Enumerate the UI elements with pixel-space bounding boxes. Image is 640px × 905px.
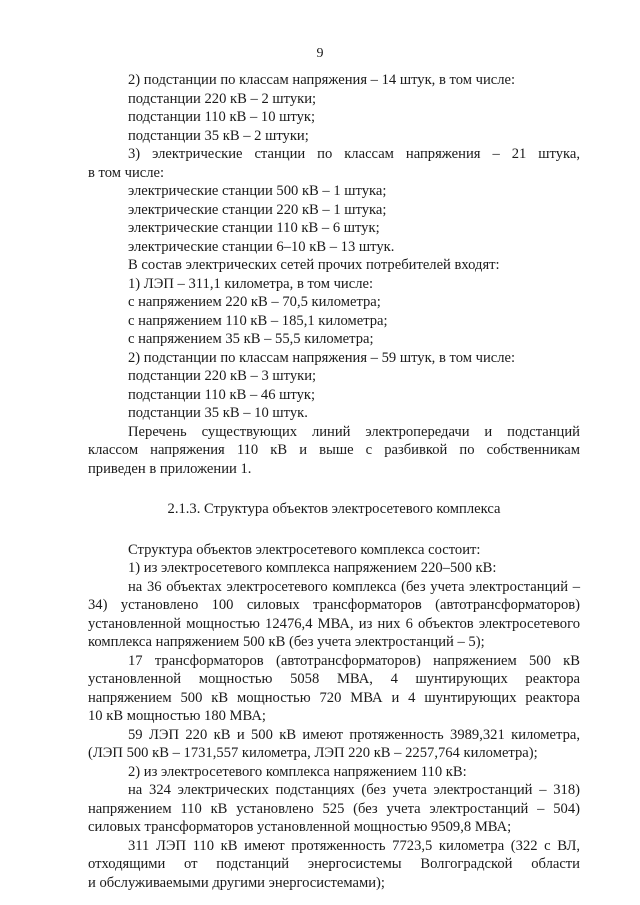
text-line: и обслуживаемыми другими энергосистемами); — [88, 874, 385, 891]
text-line: с напряжением 110 кВ – 185,1 километра; — [128, 312, 388, 329]
text-line: подстанции 110 кВ – 46 штук; — [128, 386, 316, 403]
text-line: В состав электрических сетей прочих потребителей входят: — [128, 257, 500, 273]
text-line: 1) из электросетевого комплекса напряжением 220–500 кВ: — [128, 560, 497, 576]
text-line: 311 ЛЭП 110 кВ имеют протяженность 7723,5 километра (322 с ВЛ, — [128, 837, 580, 854]
text-line: подстанции 110 кВ – 10 штук; — [128, 109, 316, 125]
text-line: 2) подстанции по классам напряжения – 59 штук, в том числе: — [128, 349, 516, 366]
text-line: 10 кВ мощностью 180 МВА; — [88, 708, 266, 724]
text-line: Структура объектов электросетевого комплекса состоит: — [128, 541, 481, 558]
text-line: установленной мощностью 12476,4 МВА, из них 6 объектов электросетевого — [88, 615, 580, 632]
text-line: 2) подстанции по классам напряжения – 14 штук, в том числе: — [128, 72, 516, 88]
text-line: классом напряжения 110 кВ и выше с разбивкой по собственникам — [88, 442, 580, 458]
text-line: установленной мощностью 5058 МВА, 4 шунтирующих реактора — [88, 671, 580, 687]
text-line: 34) установлено 100 силовых трансформаторов (автотрансформаторов) — [88, 597, 580, 613]
text-line: электрические станции 500 кВ – 1 штука; — [128, 183, 387, 199]
text-line: электрические станции 6–10 кВ – 13 штук. — [128, 238, 395, 255]
text-line: с напряжением 220 кВ – 70,5 километра; — [128, 294, 381, 310]
text-line: силовых трансформаторов установленной мощностью 9509,8 МВА; — [88, 819, 512, 835]
text-line: электрические станции 220 кВ – 1 штука; — [128, 201, 387, 218]
text-line: Перечень существующих линий электропередачи и подстанций — [128, 423, 580, 440]
text-line: на 324 электрических подстанциях (без учета электростанций – 318) — [128, 782, 580, 798]
text-line: в том числе: — [88, 164, 165, 181]
text-line: подстанции 35 кВ – 10 штук. — [128, 405, 308, 421]
section-heading: 2.1.3. Структура объектов электросетевого комплекса — [167, 501, 501, 517]
text-line: электрические станции 110 кВ – 6 штук; — [128, 220, 380, 236]
paragraph-gap — [88, 519, 580, 541]
text-line: на 36 объектах электросетевого комплекса (без учета электростанций – — [128, 578, 580, 595]
text-line: (ЛЭП 500 кВ – 1731,557 километра, ЛЭП 220 кВ – 2257,764 километра); — [88, 745, 538, 761]
document-body — [88, 71, 580, 892]
page-number: 9 — [316, 46, 324, 61]
text-line: 3) электрические станции по классам напряжения – 21 штука, — [128, 146, 580, 162]
text-line: 17 трансформаторов (автотрансформаторов) напряжением 500 кВ — [128, 652, 580, 669]
paragraph-gap — [88, 478, 580, 500]
text-line: подстанции 220 кВ – 2 штуки; — [128, 90, 317, 107]
text-line: 2) из электросетевого комплекса напряжением 110 кВ: — [128, 763, 467, 780]
text-line: 59 ЛЭП 220 кВ и 500 кВ имеют протяженность 3989,321 километра, — [128, 726, 580, 743]
text-line: напряжением 110 кВ установлено 525 (без учета электростанций – 504) — [88, 800, 580, 817]
text-line: подстанции 220 кВ – 3 штуки; — [128, 368, 317, 384]
text-line: приведен в приложении 1. — [88, 460, 252, 477]
text-line: отходящими от подстанций энергосистемы Волгоградской области — [88, 856, 580, 872]
text-line: комплекса напряжением 500 кВ (без учета электростанций – 5); — [88, 634, 485, 650]
text-line: напряжением 500 кВ мощностью 720 МВА и 4 шунтирующих реактора — [88, 689, 580, 706]
text-line: подстанции 35 кВ – 2 штуки; — [128, 127, 309, 144]
text-line: с напряжением 35 кВ – 55,5 километра; — [128, 331, 374, 347]
text-line: 1) ЛЭП – 311,1 километра, в том числе: — [128, 275, 374, 292]
